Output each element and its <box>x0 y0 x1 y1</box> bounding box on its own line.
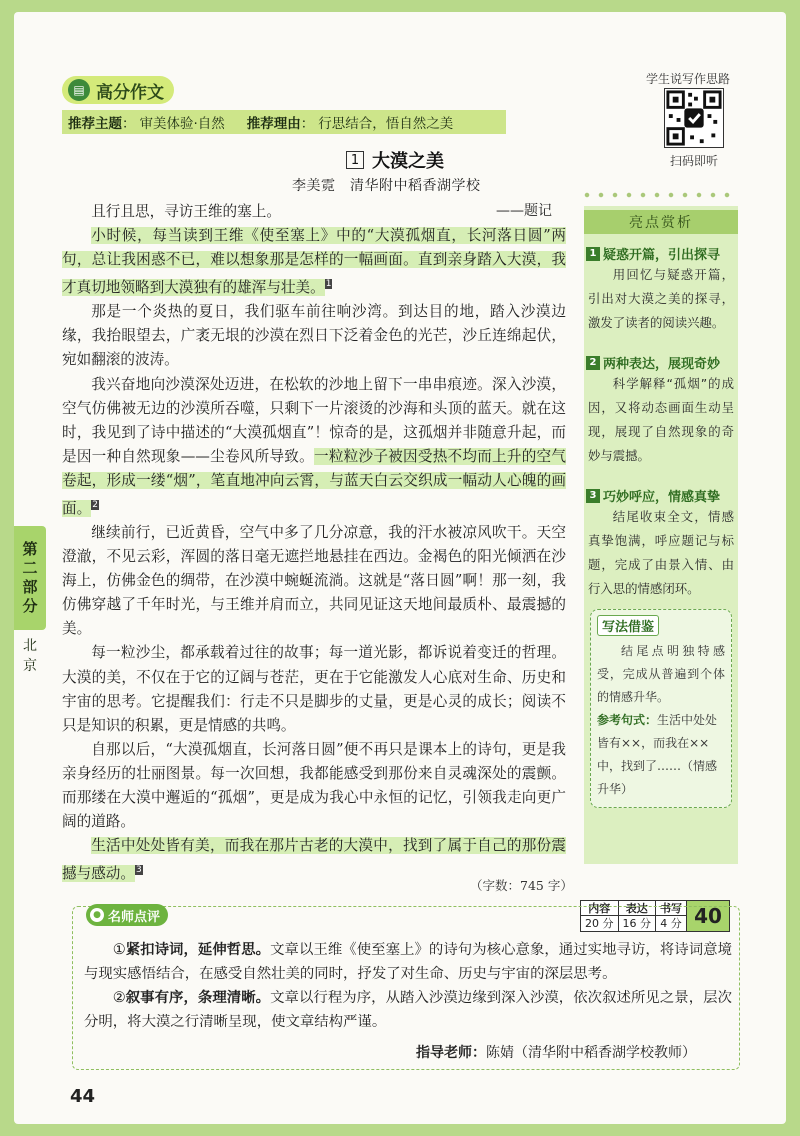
side-tab-char: 第 <box>22 540 38 558</box>
sidebar-heading: 亮点赏析 <box>584 210 738 234</box>
paragraph-3 <box>62 373 566 521</box>
essay-title <box>346 147 444 173</box>
score-expression-label: 表达 <box>619 901 656 916</box>
score-writing-value: 4 分 <box>660 917 682 930</box>
highlight-3: 生活中处处皆有美，而我在那片古老的大漠中，找到了属于自己的那份震撼与感动。 <box>62 837 566 883</box>
qr-label: 学生说写作思路 <box>646 72 731 86</box>
qr-scan-label: 扫码即听 <box>670 154 719 168</box>
point-3-num: 3 <box>586 489 600 503</box>
point-3 <box>584 486 738 601</box>
essay-body <box>62 200 566 886</box>
essay-author: 李美霓 清华附中稻香湖学校 <box>292 178 481 194</box>
recommend-theme-value: 审美体验·自然 <box>139 116 225 132</box>
point-2-title: 两种表达，展现奇妙 <box>603 357 721 372</box>
score-content-value: 20 分 <box>585 917 614 930</box>
highlight-2: 一粒粒沙子被因受热不均而上升的空气卷起，形成一缕“烟”，笔直地冲向云霄，与蓝天白云交织成一幅动人心魄的画面。 <box>62 447 566 517</box>
paragraph-6: 自那以后，“大漠孤烟直，长河落日圆”便不再只是课本上的诗句，更是我亲身经历的壮丽图景。每一次回想，我都能感受到那份来自灵魂深处的震颤。而那缕在大漠中邂逅的“孤烟”，更是成为我心中永恒的记忆，引领我走向更广阔的道路。 <box>62 740 566 831</box>
craft-reference <box>597 709 725 801</box>
review-point-2-lead: 叙事有序，条理清晰。 <box>125 990 271 1006</box>
paragraph-2: 那是一个炎热的夏日，我们驱车前往响沙湾。到达目的地，踏入沙漠边缘，我抬眼望去，广袤无垠的沙漠在烈日下泛着金色的光芒，沙丘连绵起伏，宛如翻滚的波涛。 <box>62 303 566 369</box>
review-point-1-lead: 紧扣诗词，延伸哲思。 <box>125 942 271 958</box>
score-total: 40 <box>687 901 729 931</box>
point-3-body: 结尾收束全文，情感真挚饱满，呼应题记与标题，完成了由景入情、由行入思的情感闭环。 <box>588 509 734 596</box>
craft-body: 结尾点明独特感受，完成从普遍到个体的情感升华。 <box>597 644 725 704</box>
review-point-2 <box>84 986 732 1034</box>
side-tab-char: 京 <box>23 658 37 674</box>
qr-code-icon[interactable] <box>664 88 724 148</box>
side-tab-char: 部 <box>22 578 38 596</box>
location-tab <box>20 636 40 676</box>
teacher-label: 指导老师： <box>416 1045 486 1061</box>
sidebar-binding-dots <box>580 188 738 202</box>
person-icon: ● <box>90 908 104 922</box>
paragraph-5: 每一粒沙尘，都承载着过往的故事；每一道光影，都诉说着变迁的哲理。大漠的美，不仅在于它的辽阔与苍茫，更在于它能激发人心底对生命、历史和宇宙的思考。它提醒我们：行走不只是脚步的丈量，更是心灵的成长；阅读不只是知识的积累，更是情感的共鸣。 <box>62 644 566 734</box>
paragraph-1 <box>62 224 566 300</box>
review-point-2-num: ② <box>112 990 126 1006</box>
side-tab-char: 二 <box>22 559 38 577</box>
review-tag-label: 名师点评 <box>108 909 161 925</box>
craft-ref-label: 参考句式： <box>597 713 658 727</box>
side-tab <box>0 526 46 690</box>
side-tab-char: 分 <box>22 597 38 615</box>
review-body <box>84 938 732 1034</box>
recommend-bar: 推荐主题 ： 审美体验·自然 推荐理由 ： 行思结合，悟自然之美 <box>62 110 506 134</box>
score-expression-value: 16 分 <box>622 917 651 930</box>
recommend-reason-label: 推荐理由 <box>246 116 301 132</box>
point-3-title: 巧妙呼应，情感真挚 <box>603 490 721 505</box>
point-1-title: 疑惑开篇，引出探寻 <box>603 248 721 263</box>
section-tag <box>62 76 174 104</box>
note-mark-2: 2 <box>92 499 98 510</box>
point-2-num: 2 <box>586 356 600 370</box>
paragraph-3-text: 我兴奋地向沙漠深处迈进，在松软的沙地上留下一串串痕迹。深入沙漠，空气仿佛被无边的沙漠所吞噬，只剩下一片滚烫的沙海和头顶的蓝天。就在这时，我见到了诗中描述的“大漠孤烟直”！惊奇的是，这孤烟并非随意升起，而是因一种自然现象——尘卷风所导致。 <box>62 375 566 465</box>
paragraph-4: 继续前行，已近黄昏，空气中多了几分凉意，我的汗水被凉风吹干。天空澄澈，不见云彩，浑圆的落日毫无遮拦地悬挂在西边。金褐色的阳光倾洒在沙海上，仿佛金色的绸带，在沙漠中蜿蜒流淌。这就是“落日圆”啊！那一刻，我仿佛穿越了千年时光，与王维并肩而立，共同见证这天地间最质朴、最震撼的美。 <box>62 523 566 638</box>
review-point-2-body: 文章以行程为序，从踏入沙漠边缘到深入沙漠，依次叙述所见之景，层次分明，将大漠之行清晰呈现，使文章结构严谨。 <box>84 990 732 1030</box>
craft-box <box>590 609 732 808</box>
teacher-value: 陈婧（清华附中稻香湖学校教师） <box>486 1045 696 1061</box>
essay-title-text: 大漠之美 <box>372 151 444 172</box>
word-count: （字数：745 字） <box>470 878 573 893</box>
point-2 <box>584 353 738 468</box>
highlight-1: 小时候，每当读到王维《使至塞上》中的“大漠孤烟直，长河落日圆”两句，总让我困惑不已，难以想象那是怎样的一幅画面。直到亲身踏入大漠，我才真切地领略到大漠独有的雄浑与壮美。 <box>62 227 566 297</box>
highlights-sidebar <box>584 206 738 864</box>
craft-ref-body: 生活中处处皆有××，而我在××中，找到了……（情感升华） <box>597 713 718 796</box>
review-point-1-body: 文章以王维《使至塞上》的诗句为核心意象，通过实地寻访，将诗词意境与现实感悟结合，在感受自然壮美的同时，抒发了对生命、历史与宇宙的深层思考。 <box>84 942 732 982</box>
point-1-num: 1 <box>586 247 600 261</box>
review-point-1-num: ① <box>112 942 126 958</box>
point-1 <box>584 244 738 335</box>
section-tag-label: 高分作文 <box>96 82 164 103</box>
review-point-1 <box>84 938 732 986</box>
teacher-credit <box>416 1042 696 1062</box>
point-2-body: 科学解释“孤烟”的成因，又将动态画面生动呈现，展现了自然现象的奇妙与震撼。 <box>588 376 734 463</box>
side-tab-char: 北 <box>23 638 37 654</box>
part-tab <box>14 526 46 630</box>
craft-title: 写法借鉴 <box>597 615 659 636</box>
page-number: 44 <box>70 1086 96 1107</box>
note-mark-1: 1 <box>325 279 332 290</box>
essay-number: 1 <box>346 151 364 169</box>
book-icon: ▤ <box>68 79 90 101</box>
note-mark-3: 3 <box>135 865 142 876</box>
epigraph: 且行且思，寻访王维的塞上。 <box>91 203 281 220</box>
epigraph-note: ——题记 <box>496 203 552 219</box>
recommend-theme-label: 推荐主题 <box>68 116 122 132</box>
score-content-label: 内容 <box>581 901 618 916</box>
review-tag <box>86 904 168 926</box>
point-1-body: 用回忆与疑惑开篇，引出对大漠之美的探寻，激发了读者的阅读兴趣。 <box>588 267 734 330</box>
recommend-reason-value: 行思结合，悟自然之美 <box>318 116 454 132</box>
score-writing-label: 书写 <box>656 901 686 916</box>
